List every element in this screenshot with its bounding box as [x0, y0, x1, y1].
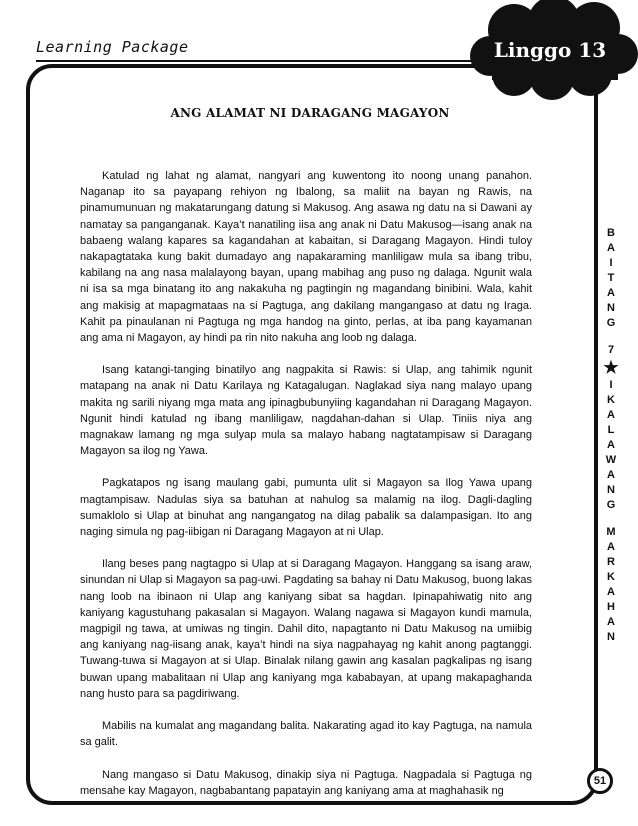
- side-letter: R: [607, 556, 615, 568]
- side-letter: L: [607, 424, 615, 436]
- story-body: [80, 168, 532, 815]
- side-letter: B: [607, 227, 615, 239]
- side-letter: A: [607, 409, 615, 421]
- side-letter: H: [607, 601, 615, 613]
- side-letter: I: [609, 257, 613, 269]
- header-rule: [36, 60, 506, 62]
- side-letter: G: [606, 317, 616, 329]
- paragraph: Pagkatapos ng isang maulang gabi, pumunta ulit si Magayon sa Ilog Yawa upang magtampisaw. Nadulas siya sa batuhan at nahulog sa malamig na ilog. Dagli-dagling sumaklolo si Ulap at binuhat ang nangangatog na dilag pabalik sa dalampasigan. Ito ang naging simula ng pag-iibigan ni Daragang Magayon at ni Ulap.: [80, 477, 532, 539]
- side-letter: T: [607, 272, 615, 284]
- week-label: Linggo 13: [493, 38, 607, 62]
- side-label: [600, 226, 622, 645]
- side-letter: A: [607, 616, 615, 628]
- side-letter: A: [607, 439, 615, 451]
- side-letter: W: [605, 454, 617, 466]
- side-letter: A: [607, 541, 615, 553]
- header-label: Learning Package: [36, 38, 189, 56]
- side-letter: K: [607, 571, 615, 583]
- side-letter: A: [607, 287, 615, 299]
- side-letter: M: [606, 526, 616, 538]
- side-letter: G: [606, 499, 616, 511]
- side-letter: A: [607, 242, 615, 254]
- side-letter: N: [607, 302, 615, 314]
- side-letter: N: [607, 631, 615, 643]
- paragraph: Isang katangi-tanging binatilyo ang nagpakita si Rawis: si Ulap, ang tahimik ngunit matapang na anak ni Datu Karilaya ng Katagalugan. Naglakad siya nang malayo upang makita ng sarili niyang mga mata ang ipinagbubunyiing kagandahan ni Daragang Magayon. Ngunit hindi katulad ng ibang manliligaw, nagdahan-dahan si Ulap. Tiniis niya ang magnakaw lamang ng mga sulyap mula sa malayo habang nagtatampisaw si Daragang Magayon sa ilog ng Yawa.: [80, 364, 532, 458]
- side-letter: K: [607, 394, 615, 406]
- side-letter: I: [609, 379, 613, 391]
- side-number: 7: [607, 344, 615, 356]
- paragraph: Ilang beses pang nagtagpo si Ulap at si Daragang Magayon. Hanggang sa isang araw, sinundan ni Ulap si Magayon sa pag-uwi. Pagdating sa bahay ni Datu Makusog, buong lakas nang loob na ibinaon ni Ulap ang kaniyang sibat sa hagdan. Ipinapahiwatig nito ang kaniyang kagustuhang pakasalan si Magayon. Walang nagawa si Magayon kundi mamula, magpigil ng tawa, at umiwas ng tingin. Dahil dito, napagtanto ni Datu Makusog na umiibig ang kaniyang nag-iisang anak, kaya’t hindi na siya nagpahayag ng kahit anong pagtanggi. Tuwang-tuwa si Magayon at si Ulap. Binalak nilang gawin ang kasalan pagkalipas ng isang buwan upang mabalitaan ni Ulap ang kaniyang mga kababayan, at upang makapaghanda nang husto para sa pagdiriwang.: [80, 558, 532, 700]
- paragraph: Katulad ng lahat ng alamat, nangyari ang kuwentong ito noong unang panahon. Naganap ito sa payapang rehiyon ng Ibalong, sa maliit na bayan ng Rawis, na pinamumunuan ng makatarungang datung si Makusog. Ang asawa ng datu na si Dawani ay namatay sa panganganak. Kaya’t nanatiling iisa ang anak ni Datu Makusog—isang anak na babaeng walang kapares sa kagandahan at kabaitan, si Daragang Magayon. Hindi tuloy nakapagtataka kung bakit dumadayo ang napakaraming manliligaw mula sa ibang tribu, kabilang na ang nasa malalayong bayan, upang mabihag ang puso ng dalaga. Ngunit wala ni isa sa mga binatang ito ang nakakuha ng pagtingin ng magandang binibini. Wala, kahit ang makisig at mapagmataas na si Pagtuga, ang dakilang mangangaso at datu ng Iraga. Kahit pa pinaulanan ni Pagtuga ng mga handog na ginto, perlas, at iba pang kayamanan ang ama ni Magayon, ay hindi pa rin nito nakuha ang loob ng dalaga.: [80, 170, 532, 345]
- side-letter: N: [607, 484, 615, 496]
- side-letter: A: [607, 586, 615, 598]
- paragraph: Mabilis na kumalat ang magandang balita. Nakarating agad ito kay Pagtuga, na namula sa galit.: [80, 720, 532, 749]
- paragraph: Nang mangaso si Datu Makusog, dinakip siya ni Pagtuga. Nagpadala si Pagtuga ng mensahe kay Magayon, nagbabantang papatayin ang kaniyang ama at maghahasik ng: [80, 768, 532, 797]
- page-title: ANG ALAMAT NI DARAGANG MAGAYON: [170, 106, 450, 120]
- page-number: 51: [587, 768, 613, 794]
- star-icon: ★: [603, 358, 619, 377]
- side-letter: A: [607, 469, 615, 481]
